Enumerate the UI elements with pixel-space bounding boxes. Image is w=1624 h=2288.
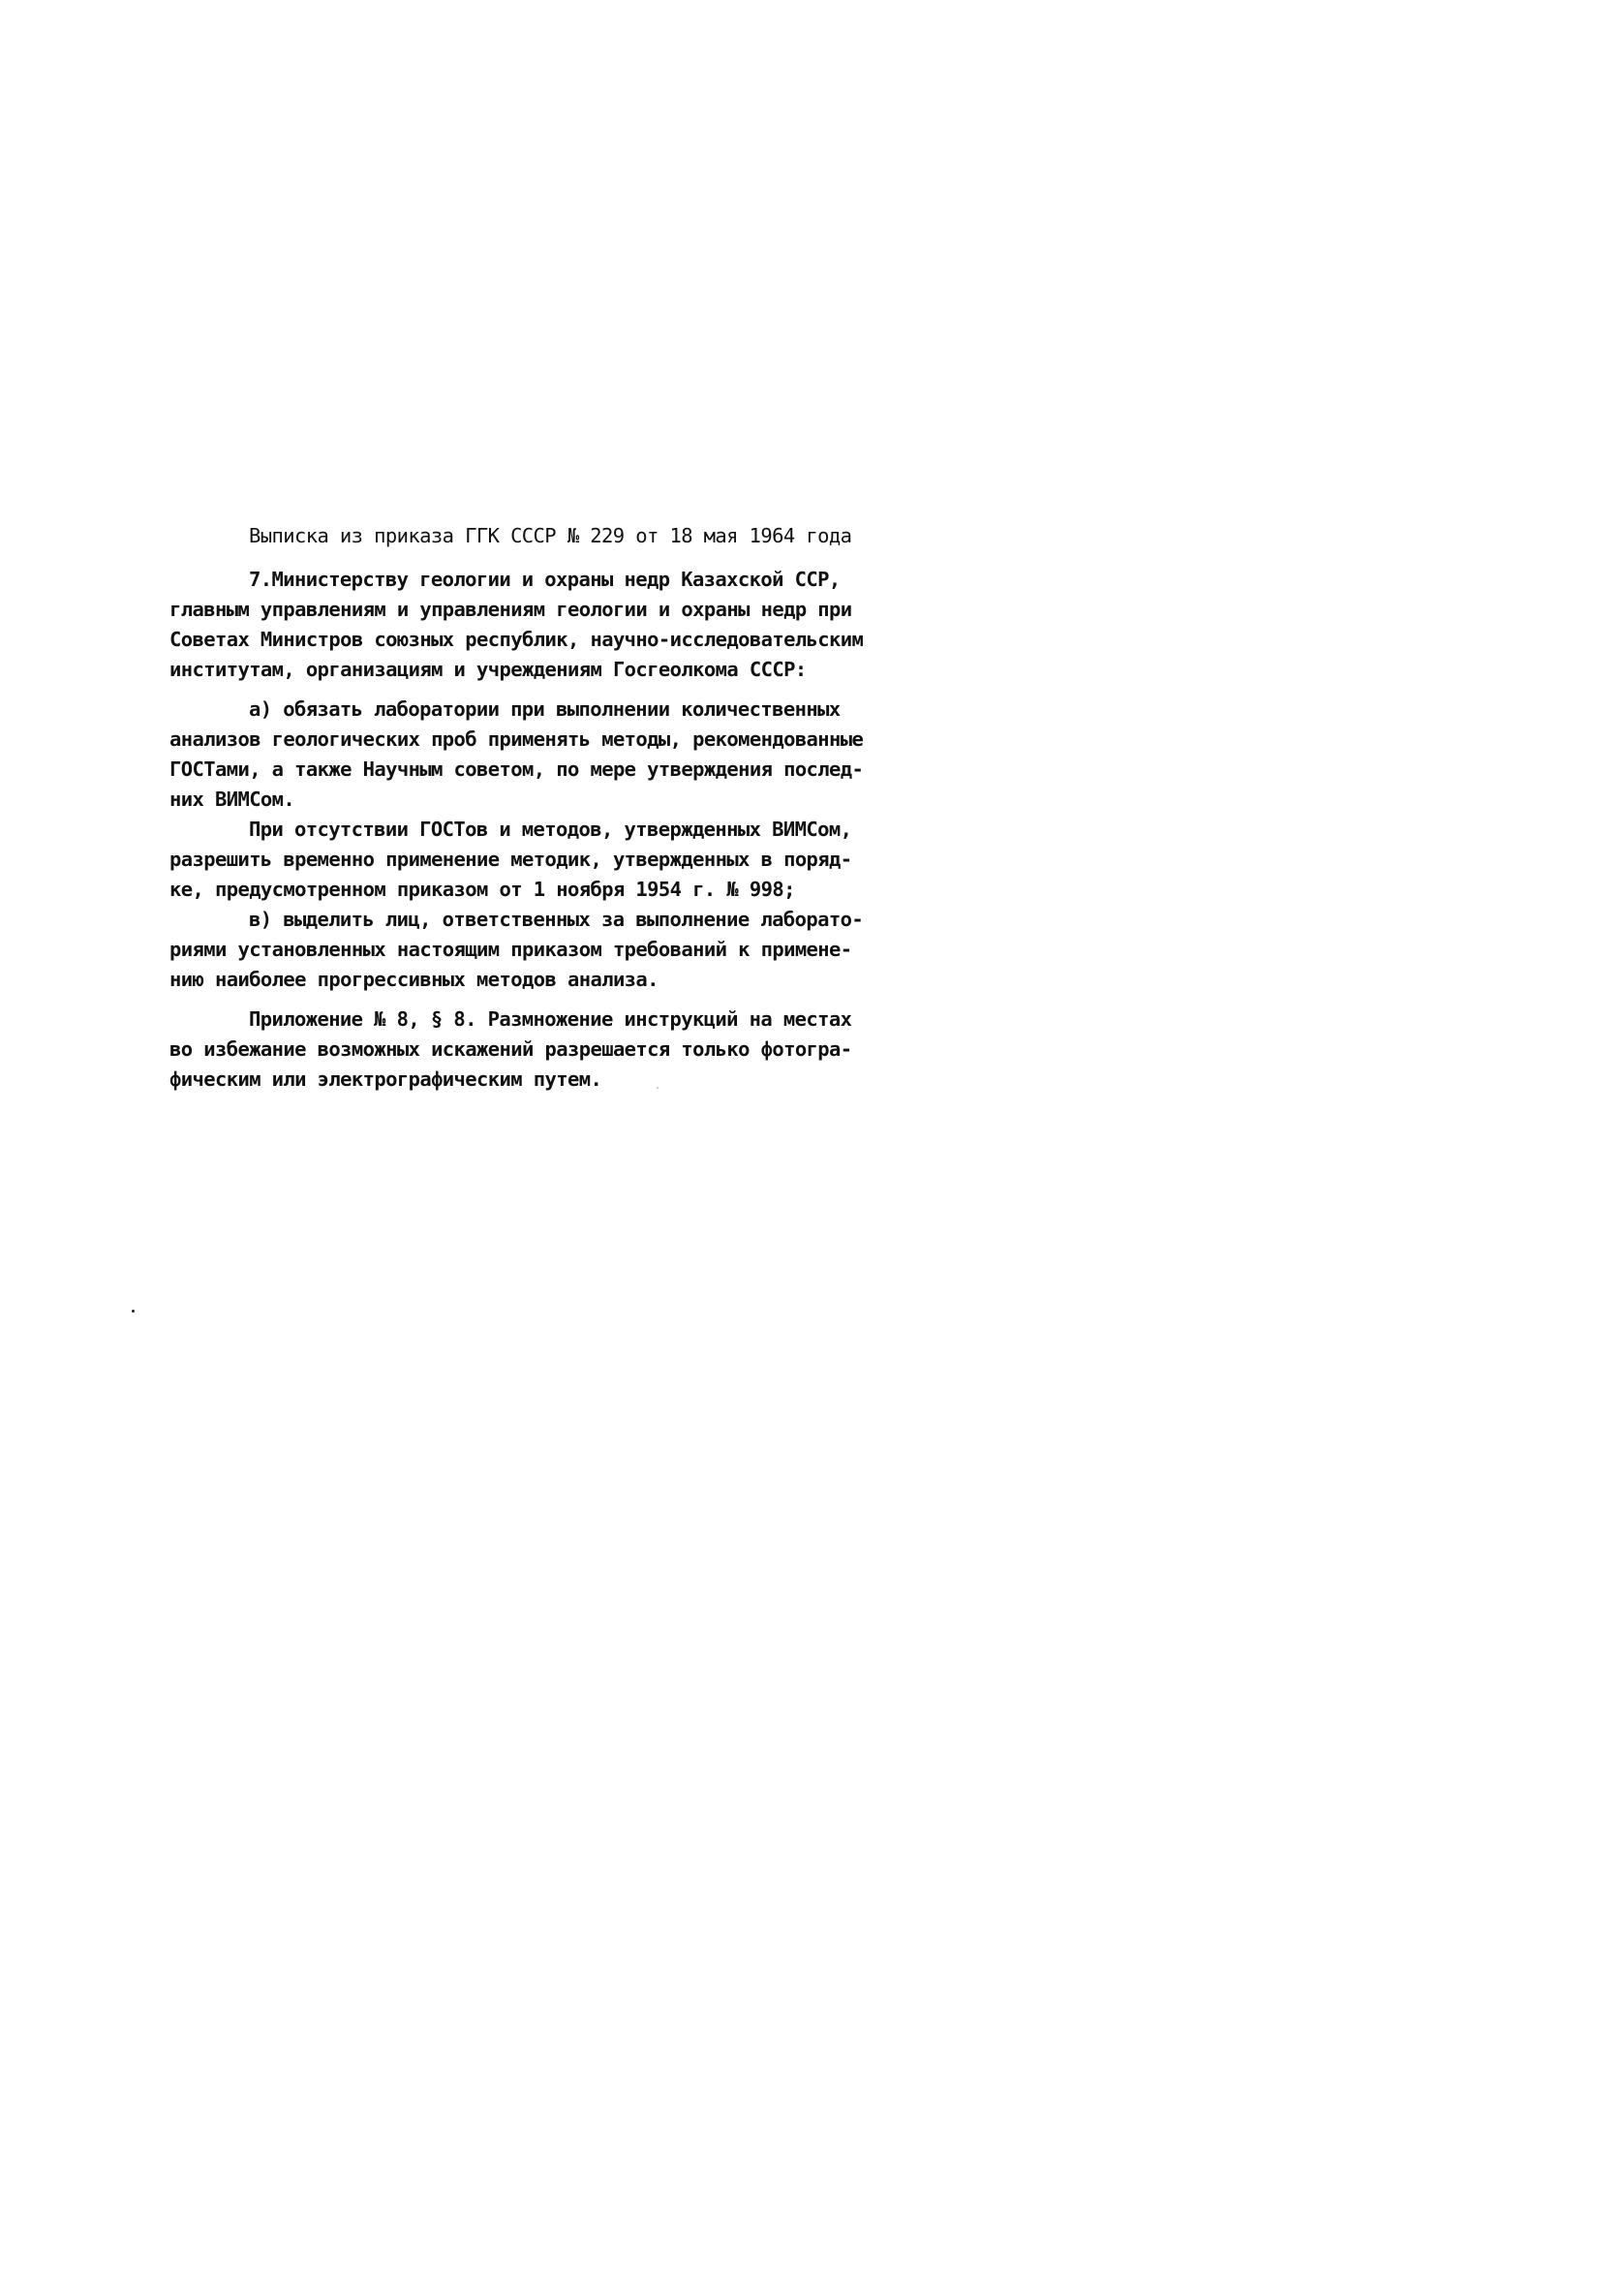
paragraph-line: главным управлениям и управлениям геологии и охраны недр при bbox=[169, 598, 852, 621]
paragraph-line: Советах Министров союзных республик, научно-исследовательским bbox=[169, 628, 864, 651]
paragraph-3 bbox=[169, 815, 925, 905]
paragraph-line: 7.Министерству геологии и охраны недр Казахской ССР, bbox=[249, 568, 841, 591]
document-title: Выписка из приказа ГГК СССР № 229 от 18 мая 1964 года bbox=[249, 524, 852, 547]
scan-speck bbox=[132, 1310, 135, 1313]
paragraph-line: нию наиболее прогрессивных методов анализа. bbox=[169, 968, 659, 991]
paragraph-line: институтам, организациям и учреждениям Госгеолкома СССР: bbox=[169, 658, 807, 681]
document-body bbox=[169, 521, 925, 1095]
scan-speck bbox=[657, 1087, 659, 1089]
paragraph-line: риями установленных настоящим приказом требований к примене- bbox=[169, 938, 852, 961]
spacer bbox=[169, 551, 925, 565]
paragraph-4 bbox=[169, 905, 925, 995]
paragraph-line: а) обязать лаборатории при выполнении количественных bbox=[249, 697, 841, 721]
paragraph-line: в) выделить лиц, ответственных за выполнение лаборато- bbox=[249, 908, 864, 931]
paragraph-line: разрешить временно применение методик, утвержденных в поряд- bbox=[169, 848, 852, 871]
document-page bbox=[0, 0, 1068, 1509]
spacer bbox=[169, 995, 925, 1005]
paragraph-2 bbox=[169, 695, 925, 815]
spacer bbox=[169, 685, 925, 695]
paragraph-line: ке, предусмотренном приказом от 1 ноября 1954 г. № 998; bbox=[169, 878, 795, 901]
paragraph-line: Приложение № 8, § 8. Размножение инструкций на местах bbox=[249, 1007, 852, 1031]
paragraph-line: фическим или электрографическим путем. bbox=[169, 1067, 602, 1091]
paragraph-1 bbox=[169, 565, 925, 685]
paragraph-line: анализов геологических проб применять методы, рекомендованные bbox=[169, 727, 864, 751]
paragraph-line: во избежание возможных искажений разрешается только фотогра- bbox=[169, 1037, 852, 1061]
paragraph-5 bbox=[169, 1005, 925, 1095]
paragraph-line: них ВИМСом. bbox=[169, 788, 295, 811]
paragraph-line: ГОСТами, а также Научным советом, по мере утверждения послед- bbox=[169, 758, 864, 781]
paragraph-line: При отсутствии ГОСТов и методов, утвержденных ВИМСом, bbox=[249, 818, 852, 841]
